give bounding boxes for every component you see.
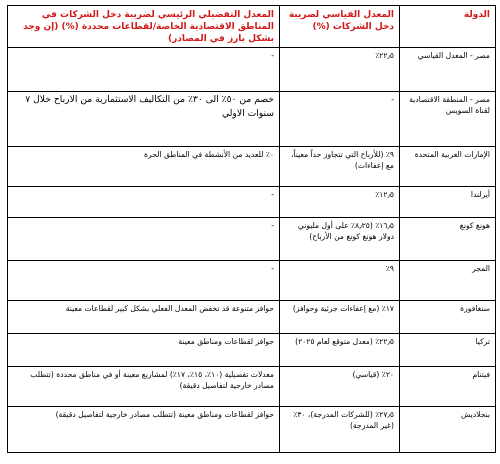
standard-rate-cell: ٢٢٫٥٪ (معدل متوقع لعام ٢٠٢٥): [280, 334, 400, 367]
table-row: [8, 301, 496, 334]
country-cell: تركيا: [400, 334, 496, 367]
table-row: [8, 92, 496, 147]
standard-rate-cell: ٢٠٪ (قياسي): [280, 367, 400, 407]
country-cell: المجر: [400, 261, 496, 301]
table-row: [8, 407, 496, 453]
tax-rates-table: [7, 5, 496, 453]
table-row: [8, 187, 496, 218]
preferential-rate-cell: خصم من ٥٠٪ الى ٣٠٪ من التكاليف الاستثمارية من الارباح خلال ٧ سنوات الاولي: [8, 92, 280, 147]
country-cell: فيتنام: [400, 367, 496, 407]
standard-rate-cell: ٢٧٫٥٪ (للشركات المدرجة)، ٣٠٪ (غير المدرجة): [280, 407, 400, 453]
country-cell: الإمارات العربية المتحدة: [400, 147, 496, 187]
standard-rate-cell: ٢٢٫٥٪: [280, 48, 400, 92]
standard-rate-cell: ٩٪: [280, 261, 400, 301]
preferential-rate-cell: حوافز لقطاعات ومناطق معينة: [8, 334, 280, 367]
country-cell: مصر - المنطقة الاقتصادية لقناة السويس: [400, 92, 496, 147]
header-country: الدولة: [400, 6, 496, 48]
preferential-rate-cell: ٠٪ للعديد من الأنشطة في المناطق الحرة: [8, 147, 280, 187]
preferential-rate-cell: حوافز لقطاعات ومناطق معينة (تتطلب مصادر خارجية لتفاصيل دقيقة): [8, 407, 280, 453]
preferential-rate-cell: معدلات تفضيلية (١٠٪، ١٥٪، ١٧٪) لمشاريع معينة أو في مناطق محددة (تتطلب مصادر خارجية لتفاصيل دقيقة): [8, 367, 280, 407]
table-row: [8, 48, 496, 92]
standard-rate-cell: ١٦٫٥٪ (٨٫٢٥٪ على أول مليوني دولار هونغ كونغ من الأرباح): [280, 218, 400, 261]
preferential-rate-cell: -: [8, 187, 280, 218]
preferential-rate-cell: -: [8, 261, 280, 301]
standard-rate-cell: ١٢٫٥٪: [280, 187, 400, 218]
header-row: [8, 6, 496, 48]
table-row: [8, 147, 496, 187]
header-preferential-rate: المعدل التفضيلي الرئيسي لضريبة دخل الشركات في المناطق الاقتصادية الخاصة/لقطاعات محددة (%) (إن وجد بشكل بارز في المصادر): [8, 6, 280, 48]
preferential-rate-cell: حوافز متنوعة قد تخفض المعدل الفعلي بشكل كبير لقطاعات معينة: [8, 301, 280, 334]
standard-rate-cell: ١٧٪ (مع إعفاءات جزئية وحوافز): [280, 301, 400, 334]
table-row: [8, 261, 496, 301]
table-row: [8, 334, 496, 367]
country-cell: مصر - المعدل القياسي: [400, 48, 496, 92]
country-cell: هونغ كونغ: [400, 218, 496, 261]
tax-rates-table-container: [7, 5, 495, 453]
country-cell: سنغافورة: [400, 301, 496, 334]
preferential-rate-cell: -: [8, 48, 280, 92]
standard-rate-cell: ٩٪ (للأرباح التي تتجاوز حداً معيناً، مع إعفاءات): [280, 147, 400, 187]
table-row: [8, 367, 496, 407]
preferential-rate-cell: -: [8, 218, 280, 261]
table-row: [8, 218, 496, 261]
standard-rate-cell: -: [280, 92, 400, 147]
header-standard-rate: المعدل القياسي لضريبة دخل الشركات (%): [280, 6, 400, 48]
country-cell: بنجلاديش: [400, 407, 496, 453]
country-cell: أيرلندا: [400, 187, 496, 218]
